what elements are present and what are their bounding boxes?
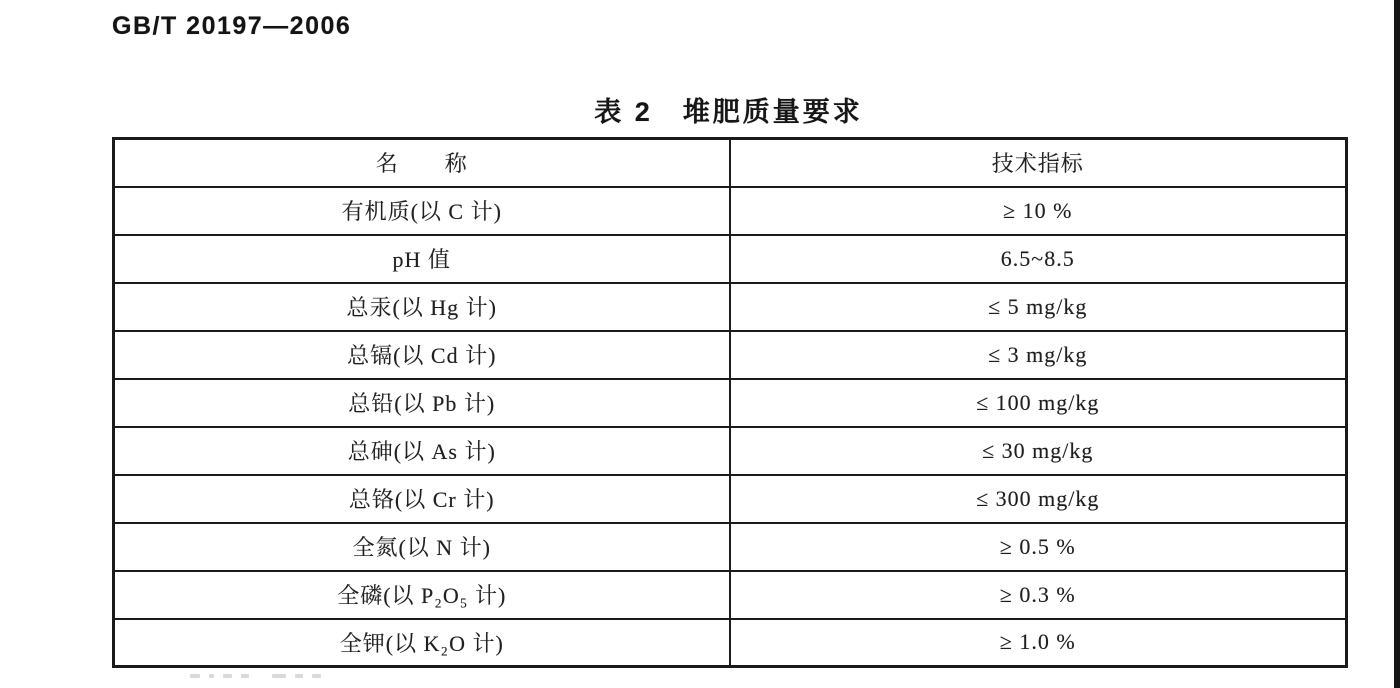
standard-number: GB/T 20197—2006 (112, 12, 352, 40)
row-name: 总镉(以 Cd 计) (114, 331, 730, 379)
table-row (114, 571, 1347, 619)
scan-edge-strip (1394, 0, 1400, 688)
scan-smudge-artifact (190, 674, 350, 680)
row-name: 有机质(以 C 计) (114, 187, 730, 235)
table-row (114, 187, 1347, 235)
column-header-name: 名 称 (114, 139, 730, 187)
table-row (114, 427, 1347, 475)
row-name: 全钾(以 K₂O 计) (114, 619, 730, 667)
table-row (114, 619, 1347, 667)
row-value: ≥ 1.0 % (730, 619, 1347, 667)
row-name: 总砷(以 As 计) (114, 427, 730, 475)
row-name: 总汞(以 Hg 计) (114, 283, 730, 331)
row-value: ≤ 300 mg/kg (730, 475, 1347, 523)
table-row (114, 475, 1347, 523)
row-name: pH 值 (114, 235, 730, 283)
table-row (114, 331, 1347, 379)
row-value: ≤ 5 mg/kg (730, 283, 1347, 331)
row-value: ≥ 10 % (730, 187, 1347, 235)
table-row (114, 523, 1347, 571)
row-value: ≤ 3 mg/kg (730, 331, 1347, 379)
row-value: ≤ 100 mg/kg (730, 379, 1347, 427)
table-row (114, 283, 1347, 331)
table-caption: 表 2 堆肥质量要求 (594, 97, 863, 127)
column-header-indicator: 技术指标 (730, 139, 1347, 187)
table-header-row (114, 139, 1347, 187)
compost-quality-table (112, 137, 1348, 668)
row-value: ≥ 0.5 % (730, 523, 1347, 571)
table-row (114, 379, 1347, 427)
row-name: 总铅(以 Pb 计) (114, 379, 730, 427)
table-row (114, 235, 1347, 283)
row-name: 总铬(以 Cr 计) (114, 475, 730, 523)
row-name: 全氮(以 N 计) (114, 523, 730, 571)
row-value: ≤ 30 mg/kg (730, 427, 1347, 475)
row-name: 全磷(以 P₂O₅ 计) (114, 571, 730, 619)
row-value: ≥ 0.3 % (730, 571, 1347, 619)
row-value: 6.5~8.5 (730, 235, 1347, 283)
